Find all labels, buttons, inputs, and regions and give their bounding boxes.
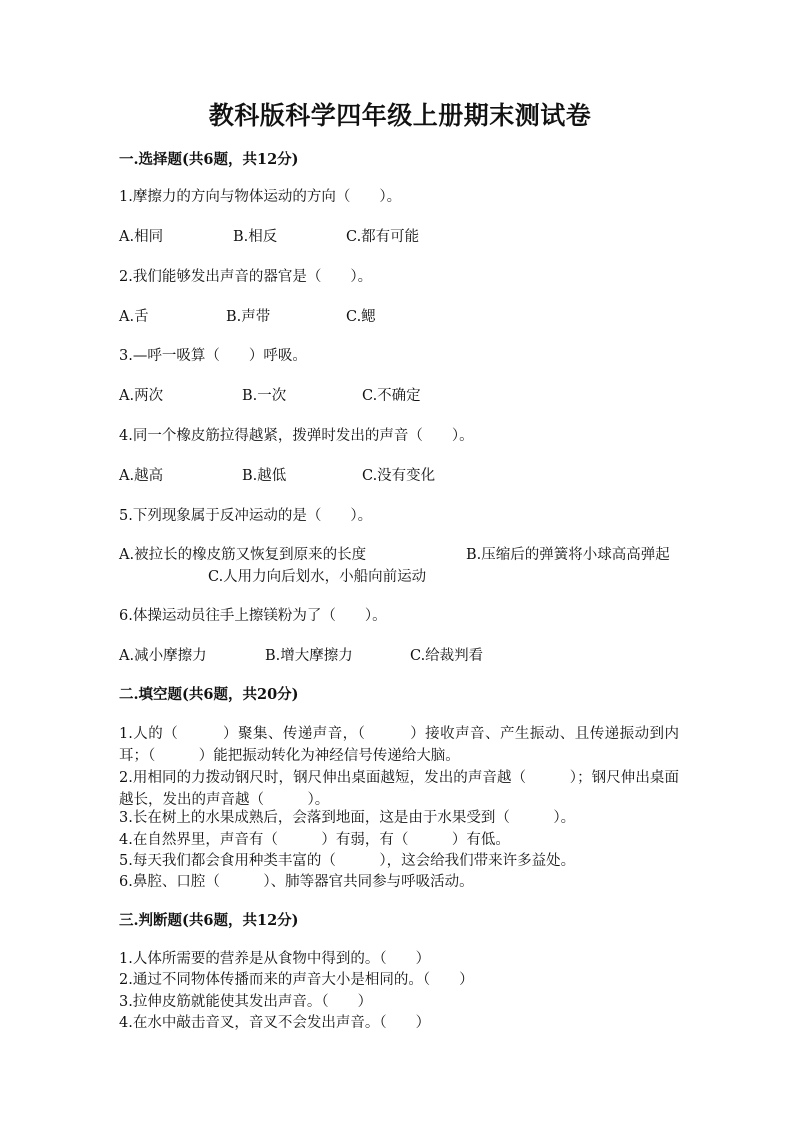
section-heading-fill: 二.填空题(共6题，共20分) [119,686,299,703]
option-a: A.越高 [119,468,164,484]
page-title: 教科版科学四年级上册期末测试卷 [208,101,592,130]
question-stem: 5.下列现象属于反冲运动的是（ ）。 [119,508,373,524]
option-b: B.压缩后的弹簧将小球高高弹起 [466,547,670,563]
option-c: C.不确定 [362,388,421,404]
option-a: A.被拉长的橡皮筋又恢复到原来的长度 [119,547,367,563]
option-a: A.减小摩擦力 [119,648,207,664]
question-stem: 2.我们能够发出声音的器官是（ ）。 [119,269,373,285]
fill-item: 1.人的（ ）聚集、传递声音，（ ）接收声音、产生振动、且传递振动到内耳；（ ）能把振动转化为神经信号传递给大脑。 [119,726,679,764]
option-a: A.两次 [119,388,164,404]
question-stem: 1.摩擦力的方向与物体运动的方向（ ）。 [119,189,402,205]
judge-item: 1.人体所需要的营养是从食物中得到的。（ ） [119,951,431,967]
option-b: B.相反 [233,229,278,245]
question-stem: 3.—呼一吸算（ ）呼吸。 [119,348,307,364]
option-a: A.舌 [119,309,149,325]
section-heading-judge: 三.判断题(共6题，共12分) [119,912,299,929]
fill-item: 5.每天我们都会食用种类丰富的（ ），这会给我们带来许多益处。 [119,853,576,869]
question-stem: 4.同一个橡皮筋拉得越紧，拨弹时发出的声音（ ）。 [119,428,474,444]
section-heading-choice: 一.选择题(共6题，共12分) [119,151,299,168]
judge-item: 4.在水中敲击音叉，音叉不会发出声音。（ ） [119,1015,431,1031]
fill-item: 3.长在树上的水果成熟后，会落到地面，这是由于水果受到（ ）。 [119,810,576,826]
option-c: C.给裁判看 [410,648,484,664]
option-b: B.越低 [242,468,287,484]
fill-item: 2.用相同的力拨动钢尺时，钢尺伸出桌面越短，发出的声音越（ ）；钢尺伸出桌面越长，发出的声音越（ ）。 [119,770,679,808]
question-stem: 6.体操运动员往手上擦镁粉为了（ ）。 [119,608,387,624]
option-b: B.增大摩擦力 [265,648,353,664]
option-b: B.一次 [242,388,287,404]
fill-item: 4.在自然界里，声音有（ ）有弱，有（ ）有低。 [119,832,510,848]
option-c: C.没有变化 [362,468,436,484]
judge-item: 2.通过不同物体传播而来的声音大小是相同的。（ ） [119,972,474,988]
option-b: B.声带 [226,309,271,325]
option-c: C.鳃 [346,309,376,325]
judge-item: 3.拉伸皮筋就能使其发出声音。（ ） [119,994,373,1010]
fill-item: 6.鼻腔、口腔（ ）、肺等器官共同参与呼吸活动。 [119,874,474,890]
option-a: A.相同 [119,229,164,245]
option-c: C.都有可能 [346,229,420,245]
option-c: C.人用力向后划水，小船向前运动 [208,569,427,585]
